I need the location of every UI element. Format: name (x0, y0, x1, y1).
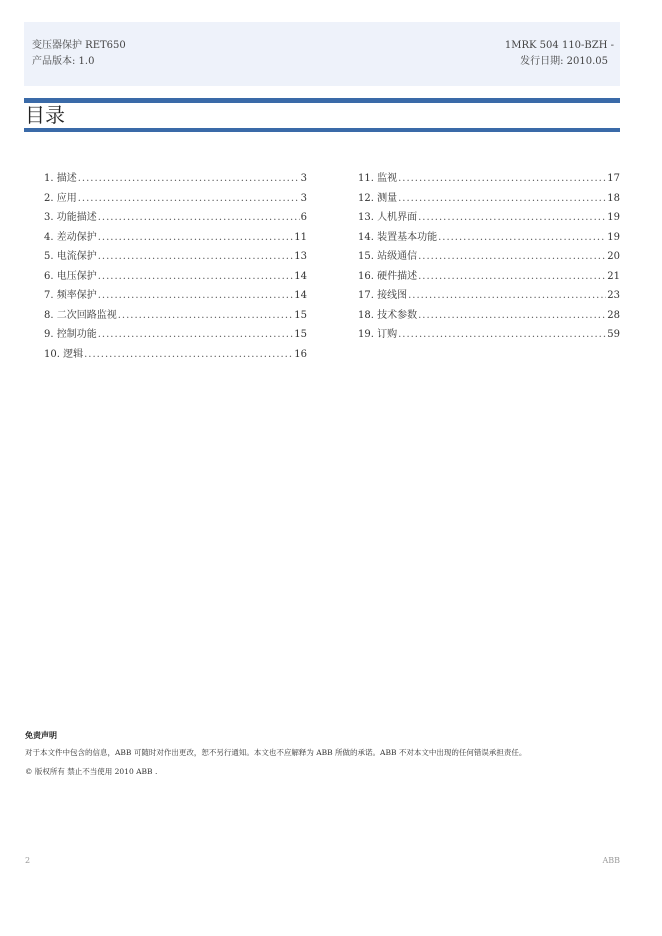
toc-entry[interactable] (44, 211, 307, 231)
toc-entry-page: 18 (607, 192, 620, 204)
toc-entry[interactable] (44, 289, 307, 309)
document-id: 1MRK 504 110-BZH - (504, 40, 614, 51)
toc-entry-page: 20 (607, 251, 620, 262)
toc-entry-page: 28 (607, 309, 620, 321)
toc-dot-leader (78, 192, 300, 206)
toc-entry-label: 监视 (377, 173, 398, 184)
page-title: 目录 (25, 103, 65, 127)
title-rule-bottom (24, 128, 620, 132)
toc-entry[interactable] (44, 250, 307, 270)
toc-dot-leader (418, 250, 606, 264)
toc-entry-number: 4. (44, 231, 54, 243)
toc-entry-page: 59 (607, 329, 620, 340)
toc-entry[interactable] (358, 328, 620, 348)
toc-entry-label: 人机界面 (377, 212, 418, 223)
toc-entry-number: 11. (358, 173, 374, 184)
toc-entry-number: 18. (358, 309, 374, 321)
toc-entry-page: 3 (300, 192, 307, 204)
toc-entry-page: 19 (607, 231, 620, 243)
toc-entry-number: 10. (44, 348, 60, 360)
toc-entry-page: 14 (294, 290, 307, 301)
toc-entry-number: 9. (44, 329, 54, 340)
toc-entry-number: 5. (44, 251, 54, 262)
toc-column-right (358, 172, 620, 348)
toc-entry-number: 2. (44, 192, 54, 204)
disclaimer-title: 免责声明 (25, 731, 57, 740)
toc-entry-number: 7. (44, 290, 54, 301)
toc-entry[interactable] (44, 231, 307, 251)
toc-entry-page: 15 (294, 329, 307, 340)
toc-entry-label: 控制功能 (56, 329, 97, 340)
toc-dot-leader (98, 289, 294, 303)
toc-entry[interactable] (358, 289, 620, 309)
toc-entry-label: 逻辑 (63, 348, 84, 360)
toc-entry-label: 应用 (56, 192, 77, 204)
toc-dot-leader (418, 270, 606, 284)
toc-dot-leader (98, 270, 294, 284)
toc-entry[interactable] (358, 309, 620, 329)
product-name: 变压器保护 RET650 (32, 40, 126, 51)
toc-entry-number: 14. (358, 231, 374, 243)
toc-column-left (44, 172, 307, 367)
toc-entry-number: 1. (44, 173, 54, 184)
toc-entry-label: 技术参数 (377, 309, 418, 321)
toc-dot-leader (398, 172, 606, 186)
toc-entry[interactable] (44, 270, 307, 290)
toc-dot-leader (84, 348, 293, 362)
toc-entry-page: 14 (294, 270, 307, 282)
toc-entry-label: 描述 (56, 173, 77, 184)
toc-entry[interactable] (44, 348, 307, 368)
document-header (24, 22, 620, 86)
toc-entry-number: 6. (44, 270, 54, 282)
disclaimer-text: 对于本文件中包含的信息，ABB 可随时对作出更改，恕不另行通知。本文也不应解释为 ABB 所做的承诺。ABB 不对本文中出现的任何错误承担责任。 (25, 748, 527, 757)
toc-entry-label: 电流保护 (56, 251, 97, 262)
toc-dot-leader (118, 309, 294, 323)
product-version: 产品版本: 1.0 (32, 56, 95, 67)
toc-dot-leader (98, 250, 294, 264)
toc-entry-number: 17. (358, 290, 374, 301)
footer-brand: ABB (602, 856, 620, 865)
title-rule-top (24, 98, 620, 103)
toc-dot-leader (78, 172, 300, 186)
copyright-notice: © 版权所有 禁止不当使用 2010 ABB . (25, 767, 158, 776)
toc-entry-page: 15 (294, 309, 307, 321)
toc-entry-label: 站级通信 (377, 251, 418, 262)
toc-entry-label: 差动保护 (56, 231, 97, 243)
toc-entry-label: 功能描述 (56, 212, 97, 223)
toc-entry-label: 接线图 (377, 290, 408, 301)
toc-entry-number: 12. (358, 192, 374, 204)
toc-entry-label: 电压保护 (56, 270, 97, 282)
toc-entry[interactable] (44, 328, 307, 348)
toc-entry-number: 19. (358, 329, 374, 340)
toc-entry-page: 19 (607, 212, 620, 223)
toc-dot-leader (98, 211, 300, 225)
toc-dot-leader (398, 192, 606, 206)
toc-entry[interactable] (358, 192, 620, 212)
toc-entry-label: 硬件描述 (377, 270, 418, 282)
toc-dot-leader (438, 231, 606, 245)
toc-entry[interactable] (358, 270, 620, 290)
toc-entry-label: 测量 (377, 192, 398, 204)
toc-entry-label: 频率保护 (56, 290, 97, 301)
toc-entry-label: 订购 (377, 329, 398, 340)
toc-entry-page: 6 (300, 212, 307, 223)
toc-entry-number: 16. (358, 270, 374, 282)
toc-dot-leader (418, 211, 606, 225)
toc-entry-page: 13 (294, 251, 307, 262)
toc-dot-leader (418, 309, 606, 323)
page-number: 2 (25, 856, 31, 865)
toc-entry[interactable] (358, 250, 620, 270)
toc-entry-page: 23 (607, 290, 620, 301)
toc-entry-page: 3 (300, 173, 307, 184)
toc-dot-leader (408, 289, 606, 303)
toc-entry[interactable] (358, 172, 620, 192)
toc-entry-number: 8. (44, 309, 54, 321)
toc-entry-label: 二次回路监视 (56, 309, 117, 321)
toc-entry[interactable] (358, 211, 620, 231)
toc-dot-leader (98, 328, 294, 342)
toc-dot-leader (98, 231, 294, 245)
toc-entry-number: 13. (358, 212, 374, 223)
toc-entry-page: 11 (294, 231, 307, 243)
issue-date: 发行日期: 2010.05 (520, 56, 608, 67)
toc-entry-page: 16 (294, 348, 307, 360)
toc-entry-page: 21 (607, 270, 620, 282)
toc-entry-number: 15. (358, 251, 374, 262)
toc-entry-number: 3. (44, 212, 54, 223)
toc-entry[interactable] (358, 231, 620, 251)
toc-dot-leader (398, 328, 606, 342)
toc-entry-label: 装置基本功能 (377, 231, 438, 243)
toc-entry[interactable] (44, 309, 307, 329)
toc-entry-page: 17 (607, 173, 620, 184)
toc-entry[interactable] (44, 172, 307, 192)
toc-entry[interactable] (44, 192, 307, 212)
